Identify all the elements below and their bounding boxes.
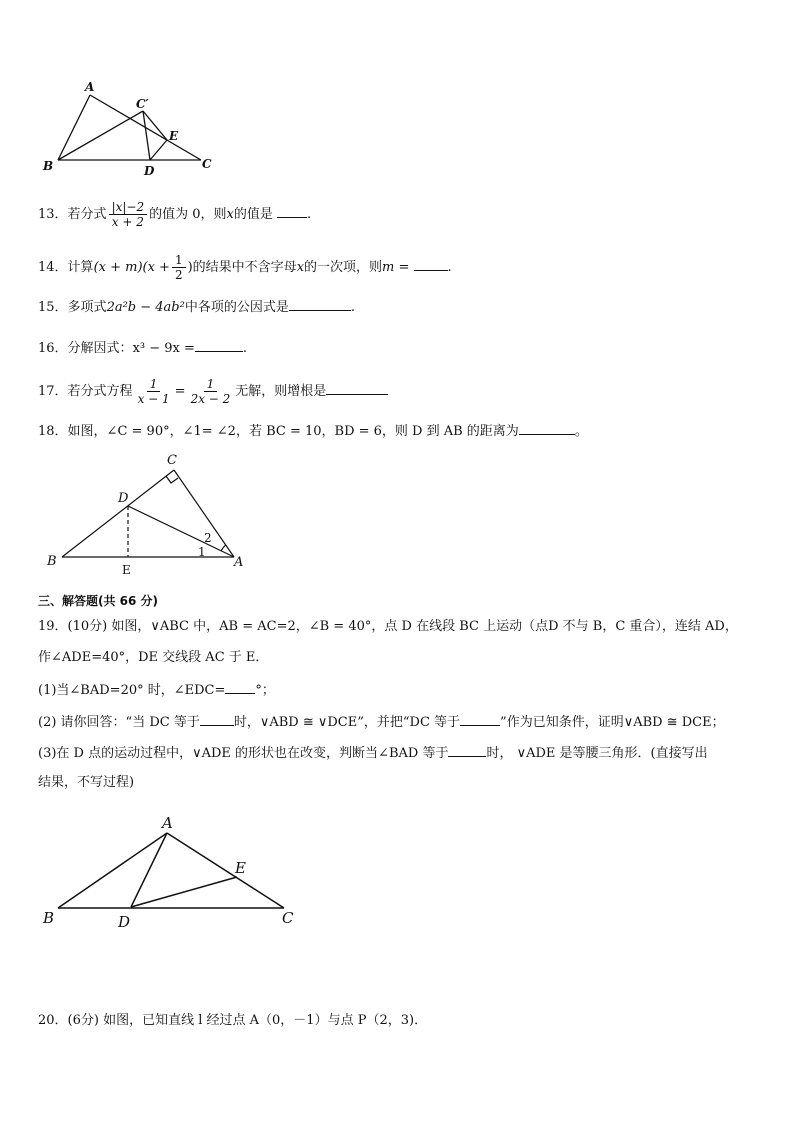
question-15 bbox=[38, 296, 355, 318]
q17-number: 17． bbox=[38, 384, 68, 399]
q19-p3-blank[interactable] bbox=[448, 742, 486, 757]
question-14 bbox=[38, 253, 452, 282]
label-c-prime: C′ bbox=[136, 97, 149, 111]
q15-text: 多项式 bbox=[67, 300, 107, 315]
q19-p2-a: (2) 请你回答：“当 DC 等于 bbox=[38, 715, 200, 730]
figure-isosceles-triangle bbox=[38, 810, 308, 935]
label-a: A bbox=[85, 80, 95, 94]
label-c: C bbox=[167, 453, 177, 468]
q17-eq: = bbox=[174, 384, 186, 399]
q13-frac-num: |x|−2 bbox=[109, 200, 148, 215]
q14-pre: 计算 bbox=[67, 260, 94, 275]
q17-answer-blank[interactable] bbox=[326, 380, 388, 395]
label-d: D bbox=[118, 913, 131, 931]
label-b: B bbox=[43, 159, 54, 173]
question-19-line-1: 19．(10分) 如图，∨ABC 中，AB = AC=2，∠B = 40°，点 D 在线段 BC 上运动（点D 不与 B，C 重合），连结 AD， bbox=[38, 619, 738, 634]
edge-ad bbox=[128, 506, 234, 557]
question-17 bbox=[38, 377, 388, 406]
question-18 bbox=[38, 420, 588, 442]
q13-post: 的值是 bbox=[233, 207, 273, 222]
question-16 bbox=[38, 337, 247, 359]
q14-fraction bbox=[172, 253, 186, 282]
angle-arc bbox=[221, 545, 226, 551]
question-19-part-2 bbox=[38, 711, 725, 733]
edge-ac bbox=[167, 833, 284, 908]
q13-mid: 的值为 0，则 bbox=[149, 207, 227, 222]
q13-var: x bbox=[226, 207, 234, 222]
q14-frac-den: 2 bbox=[174, 268, 183, 282]
label-angle-1: 1 bbox=[198, 545, 206, 559]
q13-answer-blank[interactable] bbox=[277, 203, 307, 218]
label-e: E bbox=[235, 859, 246, 877]
label-e: E bbox=[122, 563, 131, 577]
q14-answer-blank[interactable] bbox=[414, 256, 448, 271]
question-19-part-1 bbox=[38, 679, 275, 701]
question-19-part-3 bbox=[38, 742, 708, 764]
edge-bc bbox=[62, 470, 174, 557]
q15-expr: 2a²b − 4ab² bbox=[106, 300, 185, 315]
q13-fraction bbox=[109, 200, 148, 229]
label-d: D bbox=[144, 164, 155, 178]
edge-de bbox=[131, 877, 237, 907]
q13-pre: 若分式 bbox=[67, 207, 107, 222]
edge-ad bbox=[131, 833, 167, 907]
q17-fraction-1 bbox=[135, 377, 173, 406]
edge-ab bbox=[58, 833, 167, 908]
q17-pre: 若分式方程 bbox=[67, 384, 133, 399]
q17-f1-den: x − 1 bbox=[137, 392, 170, 406]
q19-p3-b: 时， ∨ADE 是等腰三角形．(直接写出 bbox=[486, 746, 708, 761]
q19-p2-c: ”作为已知条件，证明∨ABD ≅ DCE； bbox=[500, 715, 725, 730]
q16-expr: x³ − 9x = bbox=[132, 341, 195, 356]
q13-end: . bbox=[307, 207, 312, 222]
section-3-title: 三、解答题(共 66 分) bbox=[38, 594, 159, 608]
q14-expr1: (x + m)(x + bbox=[93, 260, 170, 275]
right-angle-mark bbox=[166, 476, 178, 483]
q19-p2-blank-2[interactable] bbox=[460, 711, 500, 726]
q14-mid: 的结果中不含字母 bbox=[192, 260, 297, 275]
label-b: B bbox=[43, 909, 55, 927]
q16-answer-blank[interactable] bbox=[195, 337, 243, 352]
q19-p2-b: 时，∨ABD ≅ ∨DCE”，并把“DC 等于 bbox=[233, 715, 461, 730]
edge-de bbox=[150, 140, 167, 160]
q14-end: . bbox=[447, 260, 452, 275]
q15-number: 15． bbox=[38, 300, 68, 315]
label-a: A bbox=[234, 555, 244, 570]
label-c: C bbox=[202, 157, 212, 171]
q17-fraction-2 bbox=[188, 377, 234, 406]
figure-triangle-fold bbox=[38, 78, 228, 178]
label-e: E bbox=[169, 129, 179, 143]
q14-frac-num: 1 bbox=[172, 253, 186, 268]
label-c: C bbox=[282, 909, 294, 927]
q19-p3-a: (3)在 D 点的运动过程中，∨ADE 的形状也在改变，判断当∠BAD 等于 bbox=[38, 746, 449, 761]
q19-p2-blank-1[interactable] bbox=[200, 711, 234, 726]
label-angle-2: 2 bbox=[204, 531, 212, 545]
q18-number: 18． bbox=[38, 424, 68, 439]
q16-number: 16． bbox=[38, 341, 68, 356]
q18-text: 如图，∠C = 90°，∠1= ∠2，若 BC = 10，BD = 6，则 D 到 AB 的距离为 bbox=[67, 424, 519, 439]
label-b: B bbox=[47, 554, 57, 569]
figure-right-triangle bbox=[38, 450, 258, 578]
q13-frac-den: x + 2 bbox=[111, 215, 144, 229]
q19-p1-blank[interactable] bbox=[225, 679, 255, 694]
q19-p1-pre: (1)当∠BAD=20° 时，∠EDC= bbox=[38, 683, 226, 698]
q17-f2-num: 1 bbox=[204, 377, 218, 392]
q14-expr2: ) bbox=[187, 260, 193, 275]
question-13 bbox=[38, 200, 311, 229]
q13-number: 13． bbox=[38, 207, 68, 222]
q16-end: . bbox=[242, 341, 248, 356]
q17-f1-num: 1 bbox=[147, 377, 161, 392]
q19-p1-post: °； bbox=[255, 683, 275, 698]
question-19-line-2: 作∠ADE=40°，DE 交线段 AC 于 E． bbox=[38, 650, 269, 665]
q17-post: 无解，则增根是 bbox=[235, 384, 327, 399]
q15-answer-blank[interactable] bbox=[289, 296, 351, 311]
q17-f2-den: 2x − 2 bbox=[190, 392, 231, 406]
question-20: 20．(6分) 如图，已知直线 l 经过点 A（0，－1）与点 P（2，3)． bbox=[38, 1013, 428, 1028]
question-19-line-6: 结果，不写过程) bbox=[38, 775, 135, 790]
q16-text: 分解因式： bbox=[67, 341, 133, 356]
q14-var2: m = bbox=[382, 260, 410, 275]
label-a: A bbox=[162, 814, 173, 832]
q18-end: 。 bbox=[574, 424, 588, 439]
q18-answer-blank[interactable] bbox=[519, 420, 575, 435]
label-d: D bbox=[118, 491, 129, 506]
q15-post: 中各项的公因式是 bbox=[184, 300, 289, 315]
q15-end: . bbox=[350, 300, 355, 315]
q14-mid2: 的一次项，则 bbox=[304, 260, 383, 275]
q14-number: 14． bbox=[38, 260, 68, 275]
q14-var: x bbox=[296, 260, 305, 275]
